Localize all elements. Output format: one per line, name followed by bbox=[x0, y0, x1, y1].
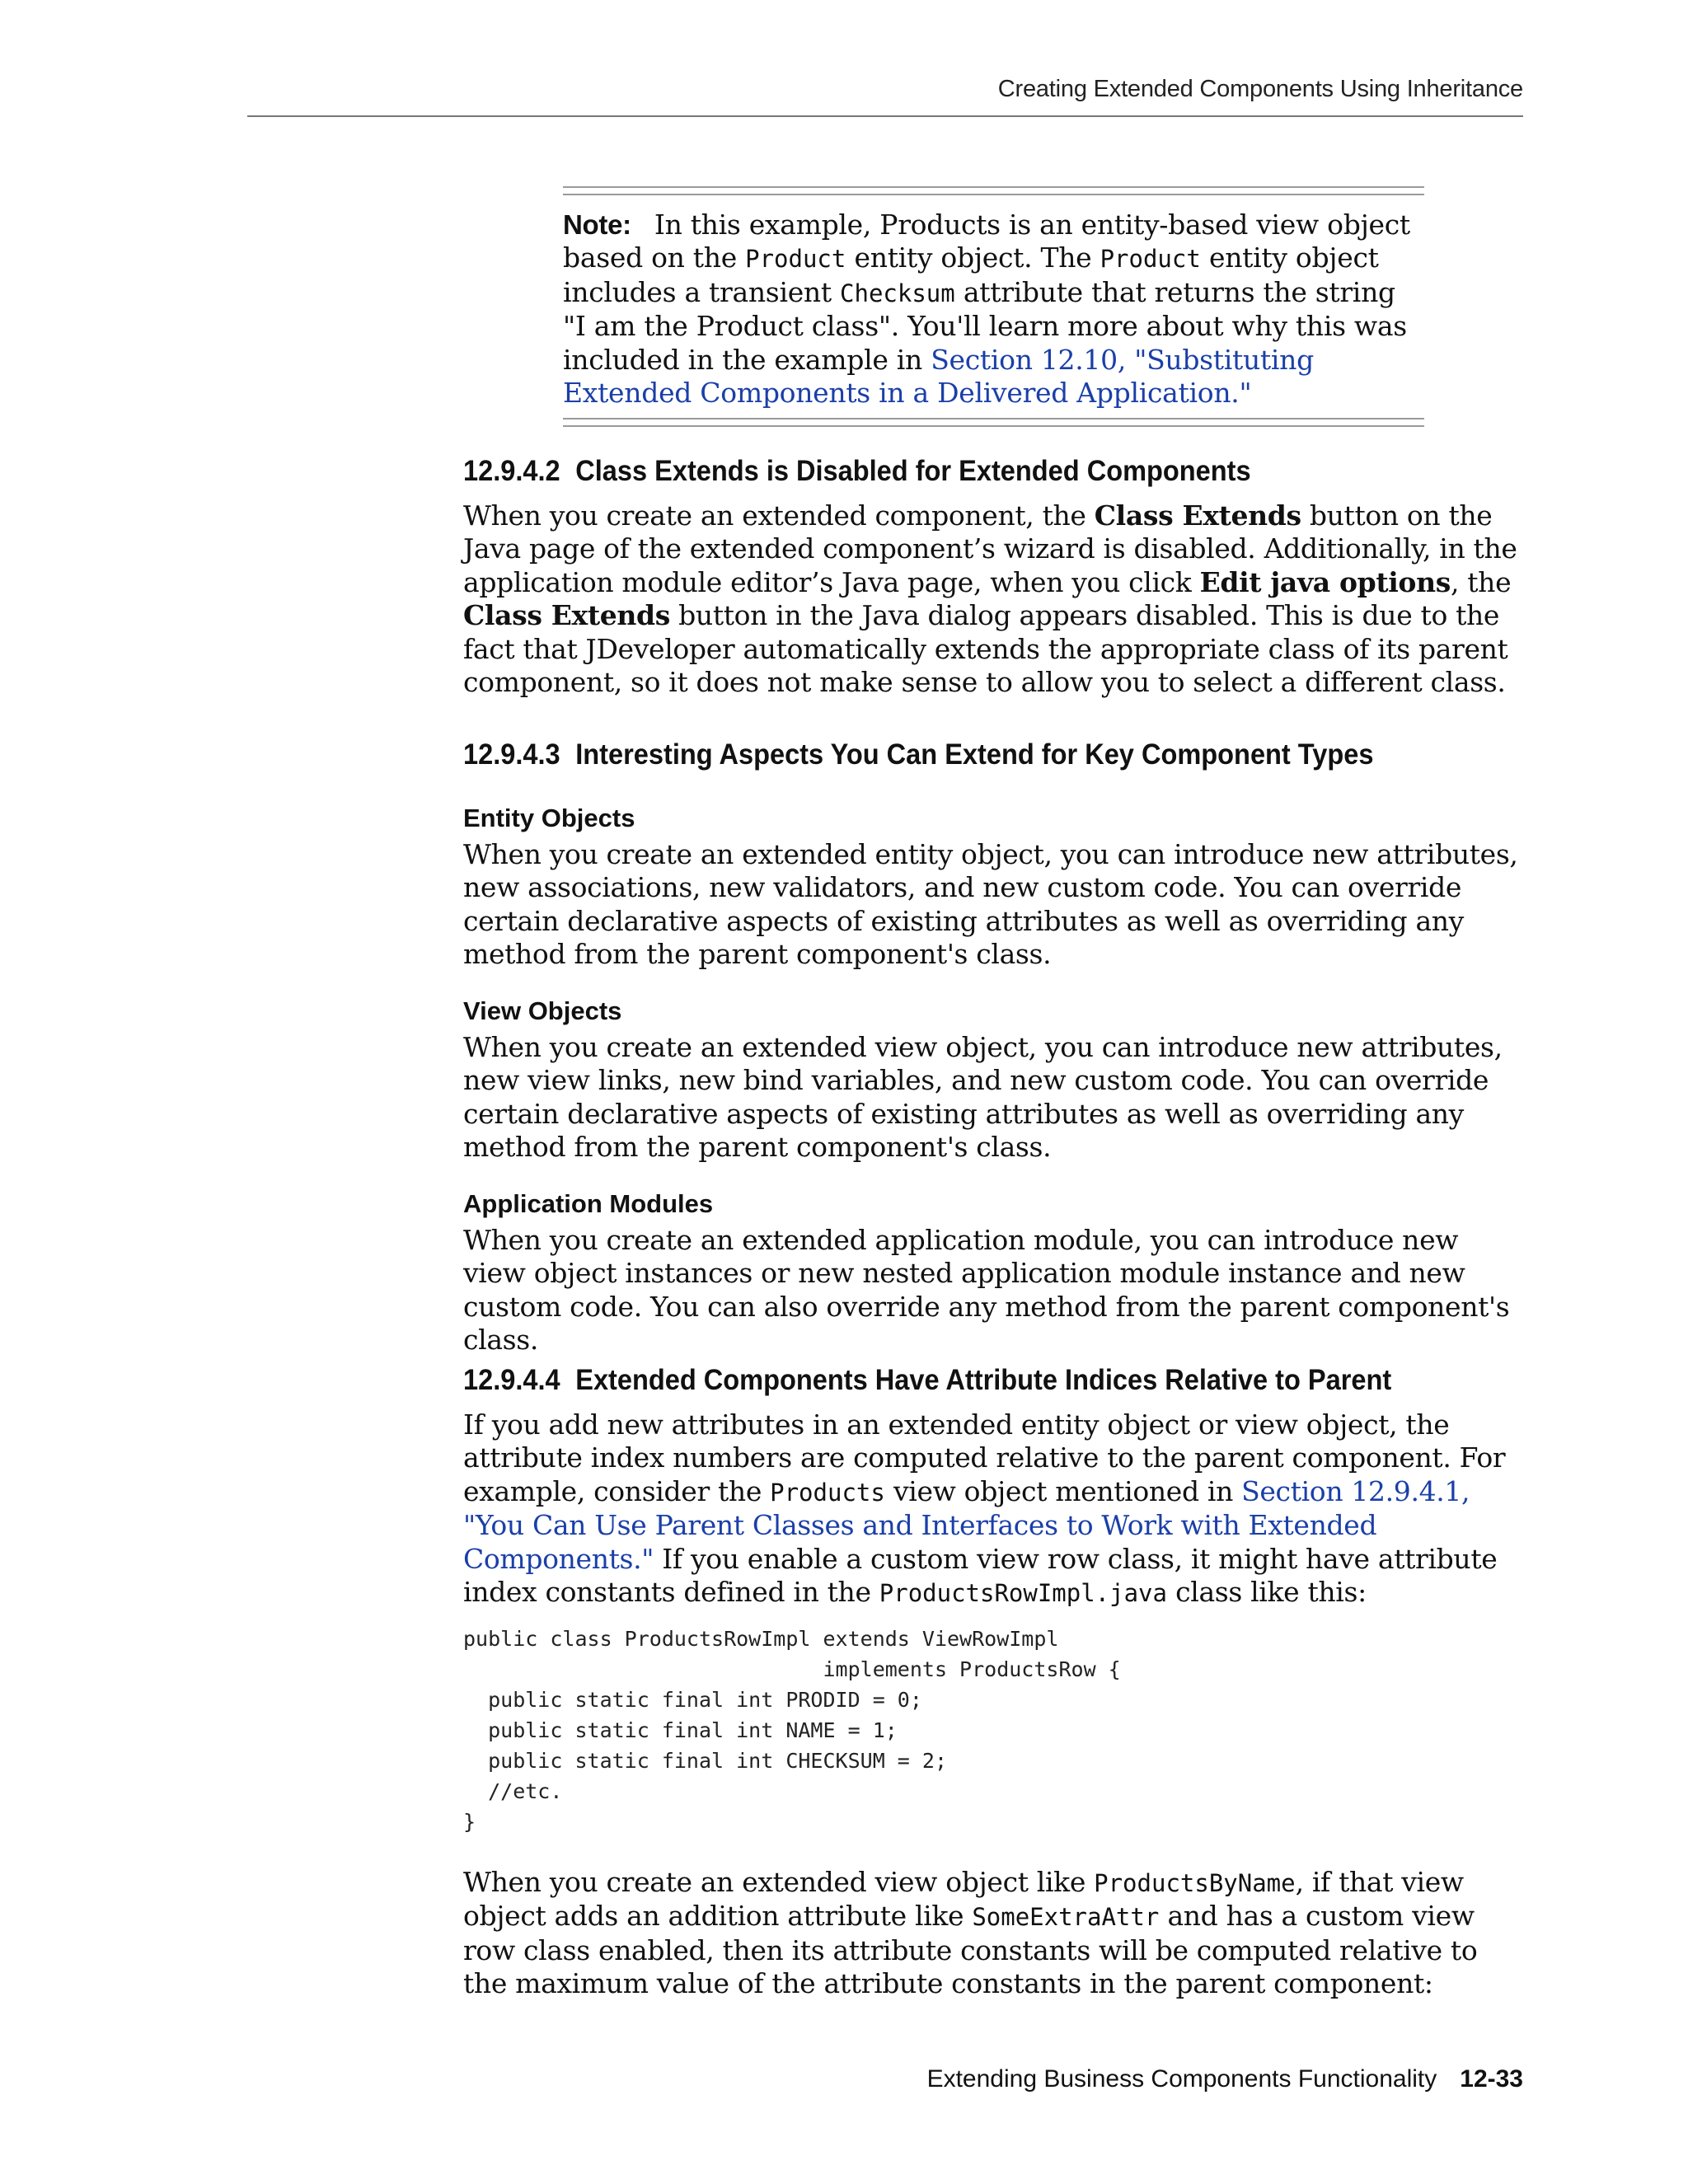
note-top-rule bbox=[563, 186, 1424, 195]
paragraph: When you create an extended application module, you can introduce new view object instances or new nested application module instance and new custom code. You can also override any method from the parent component's class. bbox=[463, 1224, 1510, 1357]
subheading-application-modules: Application Modules bbox=[463, 1189, 714, 1218]
code-product: Product bbox=[745, 245, 846, 274]
header-rule bbox=[247, 115, 1523, 117]
code-products: Products bbox=[770, 1478, 885, 1507]
code-block-wrap bbox=[463, 1624, 1526, 1837]
application-modules-text-wrap bbox=[463, 1224, 1526, 1357]
code-someextraattr: SomeExtraAttr bbox=[972, 1903, 1160, 1932]
section-12-9-4-4-body bbox=[463, 1408, 1526, 1610]
code-checksum: Checksum bbox=[840, 279, 955, 307]
section-12-9-4-4-closing bbox=[463, 1866, 1526, 2001]
section-heading: 12.9.4.2 Class Extends is Disabled for Extended Components bbox=[463, 455, 1251, 487]
paragraph: When you create an extended view object, you can introduce new attributes, new view links, new bind variables, and new custom code. You can override certain declarative aspects of existing attributes as well as overriding any method from the parent component's class. bbox=[463, 1031, 1503, 1164]
code-productsrowimpl: ProductsRowImpl.java bbox=[879, 1579, 1167, 1608]
view-objects-block bbox=[463, 996, 1526, 1026]
section-12-9-4-4 bbox=[463, 1364, 1526, 1397]
paragraph: When you create an extended entity object, you can introduce new attributes, new associations, new validators, and new custom code. You can override certain declarative aspects of existing attributes as well as overriding any method from the parent component's class. bbox=[463, 838, 1518, 971]
section-12-9-4-3 bbox=[463, 738, 1526, 771]
subheading-view-objects: View Objects bbox=[463, 996, 622, 1025]
link-section-12-9-4-1[interactable]: Section 12.9.4.1, "You Can Use Parent Classes and Interfaces to Work with Extended Components." bbox=[463, 1474, 1470, 1575]
view-objects-text-wrap bbox=[463, 1031, 1526, 1165]
note-bottom-rule bbox=[563, 418, 1424, 427]
application-modules-block bbox=[463, 1189, 1526, 1219]
paragraph: When you create an extended component, the Class Extends button on the Java page of the extended component’s wizard is disabled. Additionally, in the application module editor’s Java page, when you click Edit java options, the Class Extends button in the Java dialog appears disabled. This is due to the fact that JDeveloper automatically extends the appropriate class of its parent component, so it does not make sense to allow you to select a different class. bbox=[463, 499, 1517, 699]
code-product: Product bbox=[1100, 245, 1201, 274]
paragraph: If you add new attributes in an extended entity object or view object, the attribute index numbers are computed relative to the parent component. For example, consider the Products view object mentioned in Section 12.9.4.1, "You Can Use Parent Classes and Interfaces to Work with Extended Components." If you enable a custom view row class, it might have attribute index constants defined in the ProductsRowImpl.java class like this: bbox=[463, 1408, 1506, 1609]
note-box bbox=[563, 186, 1424, 427]
section-heading: 12.9.4.3 Interesting Aspects You Can Extend for Key Component Types bbox=[463, 738, 1374, 771]
code-productsbyname: ProductsByName bbox=[1094, 1869, 1296, 1897]
subheading-entity-objects: Entity Objects bbox=[463, 804, 635, 832]
note-label: Note: bbox=[563, 209, 631, 240]
entity-objects-text-wrap bbox=[463, 838, 1526, 972]
running-footer bbox=[247, 2065, 1523, 2093]
page-number: 12-33 bbox=[1460, 2065, 1523, 2093]
code-block: public class ProductsRowImpl extends ViewRowImpl implements ProductsRow { public static final int PRODID = 0; public static final int NAME = 1; public static final int CHECKSUM = 2; //etc. } bbox=[463, 1627, 1121, 1834]
section-heading: 12.9.4.4 Extended Components Have Attribute Indices Relative to Parent bbox=[463, 1364, 1392, 1396]
running-header: Creating Extended Components Using Inheritance bbox=[997, 76, 1523, 102]
paragraph: When you create an extended view object like ProductsByName, if that view object adds an addition attribute like SomeExtraAttr and has a custom view row class enabled, then its attribute constants will be computed relative to the maximum value of the attribute constants in the parent component: bbox=[463, 1866, 1478, 2000]
section-12-9-4-2 bbox=[463, 455, 1526, 488]
footer-title: Extending Business Components Functionality bbox=[926, 2065, 1437, 2093]
note-text: Note: In this example, Products is an entity-based view object based on the Product entity object. The Product entity object includes a transient Checksum attribute that returns the string "I am the Product class". You'll learn more about why this was included in the example in Section 12.10, "Substituting Extended Components in a Delivered Application." bbox=[563, 209, 1410, 410]
link-section-12-10[interactable]: Section 12.10, "Substituting Extended Components in a Delivered Application." bbox=[563, 343, 1314, 410]
section-12-9-4-2-body bbox=[463, 499, 1526, 699]
entity-objects-block bbox=[463, 804, 1526, 833]
